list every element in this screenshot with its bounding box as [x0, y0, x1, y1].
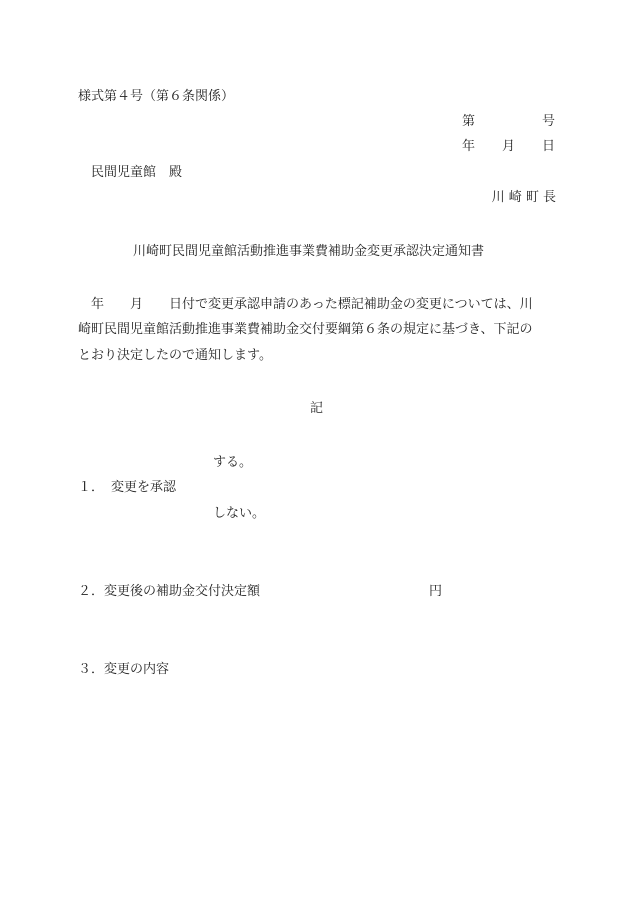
body-month-label: 月: [130, 297, 144, 312]
item2-unit: 円: [429, 584, 443, 599]
item1-option-yes: する。: [213, 455, 253, 470]
doc-number-prefix: 第: [462, 114, 476, 129]
form-number: 様式第４号（第６条関係）: [78, 89, 235, 104]
item2-number: ２．: [78, 584, 105, 599]
body-line-3: とおり決定したので通知します。: [78, 348, 272, 363]
recipient: 民間児童館 殿: [91, 165, 183, 180]
item1-label: 変更を承認: [111, 480, 177, 495]
sender: 川 崎 町 長: [491, 190, 556, 205]
item2-label: 変更後の補助金交付決定額: [104, 584, 261, 599]
item3-number: ３．: [78, 662, 105, 677]
body-year-label: 年: [91, 297, 105, 312]
date-year-label: 年: [462, 139, 476, 154]
body-line-2: 崎町民間児童館活動推進事業費補助金交付要綱第６条の規定に基づき、下記の: [78, 322, 533, 337]
item3-label: 変更の内容: [104, 662, 170, 677]
date-day-label: 日: [542, 139, 556, 154]
document-title: 川崎町民間児童館活動推進事業費補助金変更承認決定通知書: [133, 244, 485, 259]
date-month-label: 月: [502, 139, 516, 154]
ki-heading: 記: [310, 401, 324, 416]
body-line-1: 日付で変更承認申請のあった標記補助金の変更については、川: [169, 297, 533, 312]
item1-option-no: しない。: [213, 506, 266, 521]
item1-number: １．: [78, 480, 105, 495]
doc-number-suffix: 号: [542, 114, 556, 129]
